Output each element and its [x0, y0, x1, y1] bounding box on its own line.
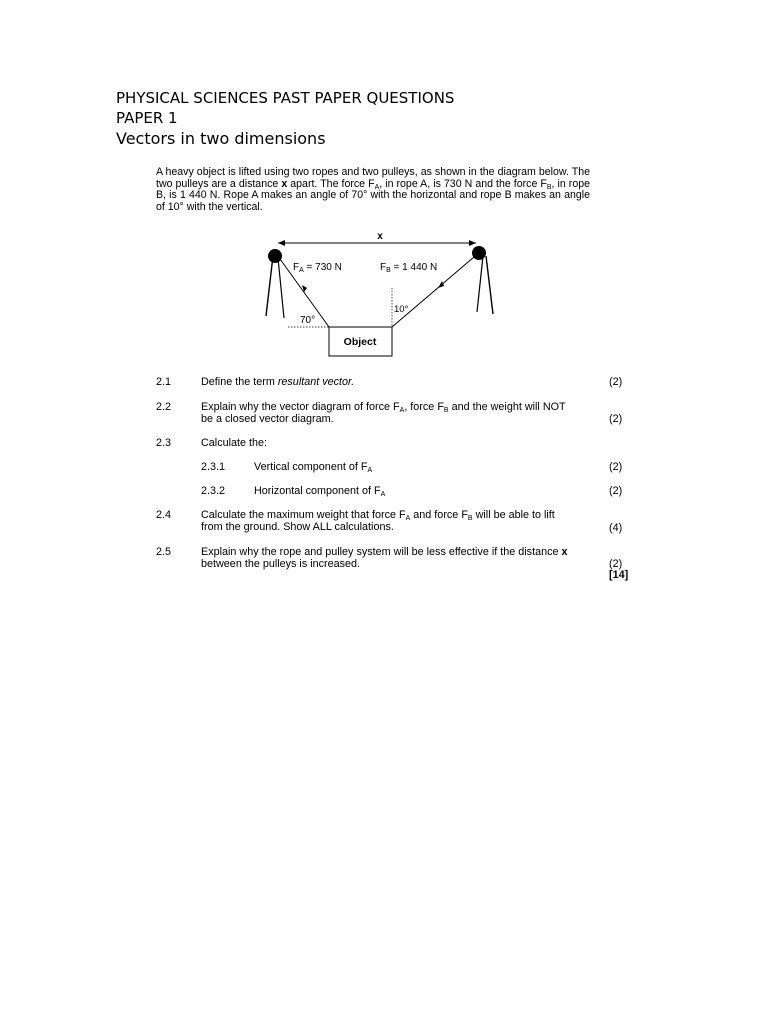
q2-1-number: 2.1: [156, 376, 172, 388]
document-title: PHYSICAL SCIENCES PAST PAPER QUESTIONS: [116, 89, 455, 107]
q2-5-text-line2: between the pulleys is increased.: [201, 558, 361, 570]
rope-b-arrow: [438, 281, 444, 288]
pulley-diagram: [258, 228, 498, 360]
intro-paragraph: A heavy object is lifted using two ropes and two pulleys, as shown in the diagram below. The two pulleys are a distance x apart. The force $F_A$, in rope A, is 730 N and the force $F_B$, in rope B, is 1 440 N. Rope A makes an angle of 70° with the horizontal and rope B makes an angle of 10° with the vertical.: [156, 166, 591, 213]
q2-3-1-number: 2.3.1: [201, 461, 226, 473]
q2-1-mark: (2): [609, 376, 623, 388]
q2-4-text-line1: Calculate the maximum weight that force $F_A$ and force $F_B$ will be able to lift: [201, 509, 555, 522]
angle-a-label: 70°: [300, 315, 316, 326]
total-marks: [14]: [609, 569, 629, 581]
q2-3-2-number: 2.3.2: [201, 485, 226, 497]
q2-4-text-line2: from the ground. Show ALL calculations.: [201, 521, 394, 533]
angle-b-label: 10°: [394, 304, 409, 315]
q2-5-text-line1: Explain why the rope and pulley system will be less effective if the distance x: [201, 546, 568, 558]
q2-3-text: Calculate the:: [201, 437, 268, 449]
right-pulley: [472, 246, 493, 314]
q2-3-2-mark: (2): [609, 485, 623, 497]
force-a-label: $F_A = 730$ N: [293, 262, 342, 274]
q2-5-mark: (2): [609, 558, 623, 570]
q2-1-text: Define the term resultant vector.: [201, 376, 355, 388]
q2-5-number: 2.5: [156, 546, 172, 558]
object-label: Object: [343, 336, 377, 348]
q2-3-1-text: Vertical component of $F_A$: [254, 461, 373, 474]
topic-title: Vectors in two dimensions: [116, 129, 326, 148]
q2-2-number: 2.2: [156, 401, 172, 413]
q2-3-number: 2.3: [156, 437, 172, 449]
q2-3-2-text: Horizontal component of $F_A$: [254, 485, 386, 498]
q2-2-text-line2: be a closed vector diagram.: [201, 413, 334, 425]
distance-label: x: [377, 231, 383, 242]
q2-4-number: 2.4: [156, 509, 172, 521]
q2-3-1-mark: (2): [609, 461, 623, 473]
q2-2-text-line1: Explain why the vector diagram of force $F_A$, force $F_B$ and the weight will NOT: [201, 401, 566, 414]
paper-label: PAPER 1: [116, 109, 178, 127]
force-b-label: $F_B = 1$ 440 N: [380, 262, 438, 274]
left-pulley: [266, 249, 284, 318]
q2-4-mark: (4): [609, 522, 623, 534]
q2-2-mark: (2): [609, 413, 623, 425]
